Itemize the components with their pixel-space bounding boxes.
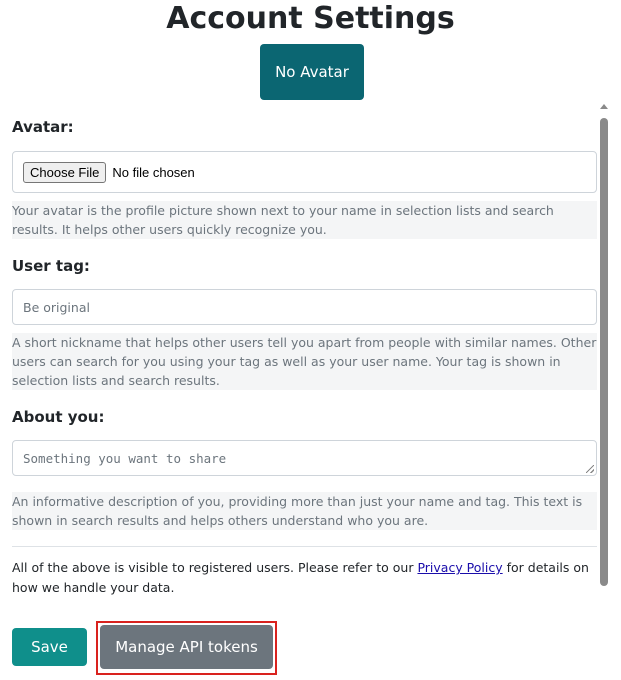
divider: [12, 546, 597, 547]
page-title: Account Settings: [166, 1, 455, 36]
about-help-text: An informative description of you, providing more than just your name and tag. This text is shown in search results and helps others understand who you are.: [12, 492, 597, 530]
save-button[interactable]: Save: [12, 628, 87, 666]
user-tag-label: User tag:: [12, 257, 90, 275]
about-placeholder: Something you want to share: [23, 450, 227, 466]
scroll-up-arrow-icon[interactable]: [600, 104, 608, 109]
about-textarea[interactable]: [12, 440, 597, 476]
choose-file-button[interactable]: Choose File: [23, 162, 106, 183]
vertical-scrollbar[interactable]: [598, 104, 610, 680]
user-tag-placeholder: Be original: [23, 299, 90, 315]
avatar-help-text: Your avatar is the profile picture shown next to your name in selection lists and search results. It helps other users quickly recognize you.: [12, 201, 597, 239]
user-tag-input[interactable]: [12, 289, 597, 325]
resize-grip-icon[interactable]: [586, 465, 594, 473]
avatar-file-input[interactable]: [12, 151, 597, 193]
settings-form: [0, 104, 611, 680]
privacy-notice: [12, 558, 597, 598]
user-tag-help-text: A short nickname that helps other users tell you apart from people with similar names. Other users can search for you using your tag as well as your user name. Your tag is shown in selection lists and search results.: [12, 335, 597, 388]
avatar-label: Avatar:: [12, 118, 74, 136]
scroll-thumb[interactable]: [600, 118, 608, 586]
avatar-preview: No Avatar: [260, 44, 364, 100]
notice-text-end: for details on how we handle your data.: [12, 560, 589, 595]
privacy-policy-link[interactable]: Privacy Policy: [417, 560, 503, 575]
manage-api-tokens-button[interactable]: Manage API tokens: [100, 625, 273, 669]
about-label: About you:: [12, 408, 105, 426]
notice-text-start: All of the above is visible to registered users. Please refer to our: [12, 560, 418, 575]
file-status-text: No file chosen: [112, 164, 195, 180]
